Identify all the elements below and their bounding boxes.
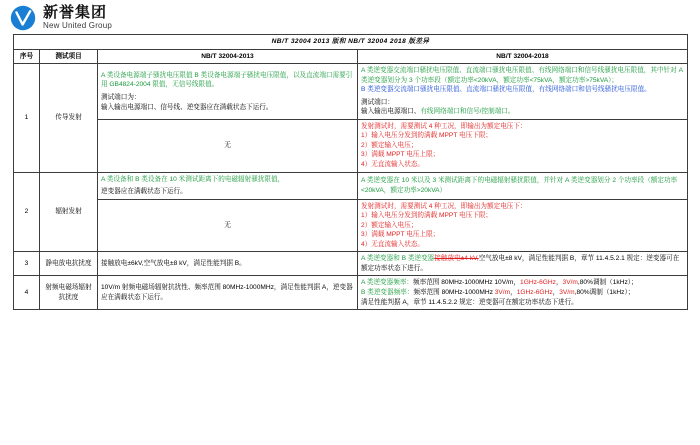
table-title-row bbox=[14, 35, 688, 50]
table-header-row bbox=[14, 49, 688, 64]
rs-a-plain: 频率范围 80MHz-1000MHz 10V/m， bbox=[413, 279, 521, 287]
comparison-table-wrap bbox=[0, 34, 700, 310]
page-title: NB/T 32004 2013 版和 NB/T 32004 2018 版差异 bbox=[14, 35, 688, 50]
cell-2018: A 类逆变器交流端口骚扰电压限值、直流端口骚扰电压限值、有线网络端口和信号线骚扰电压限值，其中针对 A 类逆变器划分为 3 个功率段（额定功率<20kVA，额定功率<75kVA，额定功率>75kVA）； B 类逆变器交流端口骚扰电压限值、直流端口骚扰电压限值，有线网络端口和信号线骚扰电压限值。 测试端口： 输入输出电源端口、有线网络端口和信号/控制端口。 bbox=[358, 64, 688, 120]
header-2018: NB/T 32004-2018 bbox=[358, 49, 688, 64]
row-no: 2 bbox=[14, 172, 40, 252]
rs-a-red2: 3V/m bbox=[562, 279, 578, 287]
header-2013: NB/T 32004-2013 bbox=[98, 49, 358, 64]
cell-2013: 10V/m 射频电磁场辐射抗扰性、频率范围 80MHz-1000MHz，满足性能判据 A，逆变器应在满载状态下运行。 bbox=[98, 276, 358, 310]
rs-b-red3: 3V/m bbox=[559, 289, 575, 297]
table-row-sub bbox=[14, 119, 688, 172]
cell-2018-test-conditions: 发射测试时，需要测试 4 种工况，即输出为额定电压下： 1）输入电压分发到的满载 MPPT 电压下限； 2）额定输入电压； 3）满载 MPPT 电压上限； 4）无直流输入状态。 bbox=[358, 119, 688, 172]
row-no: 4 bbox=[14, 276, 40, 310]
row-item: 辐射发射 bbox=[40, 172, 98, 252]
rs-b-plain2: ， bbox=[510, 289, 517, 297]
rs-b-green: B 类逆变器频率： bbox=[361, 289, 414, 297]
rs-a-green: A 类逆变器频率： bbox=[361, 279, 414, 287]
rs-a-red: 1GHz-6GHz bbox=[520, 279, 556, 287]
cell-2018: A 类逆变器在 10 米以及 3 米测试距离下的电磁辐射骚扰限值，并针对 A 类逆变器划分 2 个功率段（额定功率<20kVA，额定功率>20kVA） bbox=[358, 172, 688, 199]
rs-b-plain: 频率范围 80MHz-1000MHz bbox=[413, 289, 495, 297]
rs-b-red2: 1GHz-6GHz bbox=[516, 289, 553, 297]
rs-b-plain4: ,80%调制（1kHz）； bbox=[574, 289, 635, 297]
row-no: 3 bbox=[14, 252, 40, 276]
rs-b-red: 3V/m bbox=[494, 289, 511, 297]
row-item: 静电放电抗扰度 bbox=[40, 252, 98, 276]
esd-2018-plain: 空气放电±8 kV，满足性能判据 B，章节 11.4.5.2.1 规定：逆变器可在额定功率状态下进行。 bbox=[361, 255, 680, 272]
table-row bbox=[14, 252, 688, 276]
cell-2018-test-conditions: 发射测试时，需要测试 4 种工况，即输出为额定电压下： 1）输入电压分发到的满载 MPPT 电压下限； 2）额定输入电压； 3）满载 MPPT 电压上限； 4）无直流输入状态。 bbox=[358, 199, 688, 252]
cell-2013-none: 无 bbox=[98, 119, 358, 172]
cell-2013: 接触放电±6kV,空气放电±8 kV，满足性能判据 B。 bbox=[98, 252, 358, 276]
cell-2013-none: 无 bbox=[98, 199, 358, 252]
header-no: 序号 bbox=[14, 49, 40, 64]
brand-name-cn: 新誉集团 bbox=[43, 4, 108, 22]
row-item: 射频电磁场辐射抗扰度 bbox=[40, 276, 98, 310]
row-item: 传导发射 bbox=[40, 64, 98, 172]
cell-2013: A 类设备电源端子骚扰电压限值 B 类设备电源端子骚扰电压限值，以及直流端口需要引用 GB4824-2004 限值，无信号线限值。 测试端口为： 输入输出电源端口、信号线、逆变器应在满载状态下运行。 bbox=[98, 64, 358, 120]
table-row-sub bbox=[14, 199, 688, 252]
cell-2018: A 类逆变器频率：频率范围 80MHz-1000MHz 10V/m，1GHz-6GHz，3V/m,80%调制（1kHz）； B 类逆变器频率：频率范围 80MHz-1000MHz 3V/m，1GHz-6GHz，3V/m,80%调制（1kHz）； 满足性能判据 A，章节 11.4.5.2.2 规定：逆变器可在额定功率状态下进行。 bbox=[358, 276, 688, 310]
rs-a-plain2: ， bbox=[555, 279, 563, 287]
table-row bbox=[14, 172, 688, 199]
row-no: 1 bbox=[14, 64, 40, 172]
rs-b-plain3: ， bbox=[552, 289, 560, 297]
esd-2018-green: A 类逆变器和 B 类逆变器 bbox=[361, 255, 435, 263]
brand-text bbox=[43, 5, 112, 30]
port-text-plain: 输入输出电源端口、 bbox=[361, 108, 421, 116]
cell-2013: A 类设备和 B 类设备在 10 米测试距离下的电磁辐射骚扰限值， 逆变器应在满载状态下运行。 bbox=[98, 172, 358, 199]
rs-a-plain3: ,80%调制（1kHz）； bbox=[577, 279, 638, 287]
checkmark-shield-logo-icon bbox=[10, 5, 36, 31]
esd-2018-strike: 接触放电±4 kV, bbox=[434, 255, 479, 263]
port-text-green: 有线网络端口和信号/控制端口。 bbox=[420, 108, 515, 116]
brand-name-en: New United Group bbox=[43, 21, 113, 31]
brand-header bbox=[0, 0, 700, 34]
cell-2018 bbox=[358, 252, 688, 276]
table-row bbox=[14, 64, 688, 120]
table-row bbox=[14, 276, 688, 310]
comparison-table bbox=[13, 34, 688, 310]
header-item: 测试项目 bbox=[40, 49, 98, 64]
